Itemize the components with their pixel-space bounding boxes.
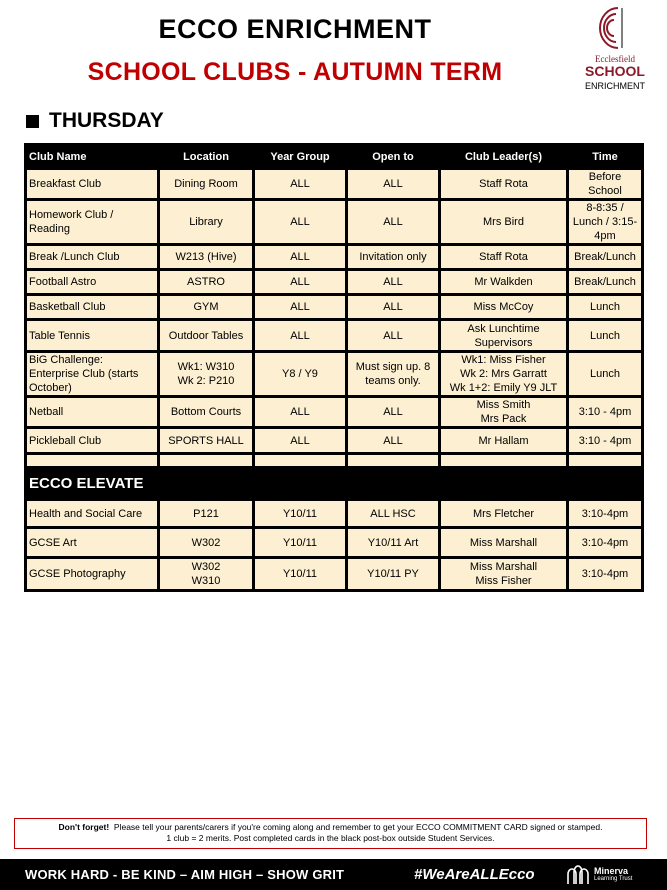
- day-heading: [26, 108, 164, 134]
- logo-line1: Ecclesfield: [595, 54, 635, 64]
- cell-open: ALL: [347, 397, 440, 428]
- cell-name: Homework Club / Reading: [26, 200, 159, 245]
- notice-line1: Please tell your parents/carers if you're coming along and remember to get your ECCO COMMITMENT CARD signed or stamped.: [113, 822, 603, 832]
- cell-leader: Miss Smith Mrs Pack: [440, 397, 568, 428]
- table-row: [26, 558, 643, 591]
- footer-motto: WORK HARD - BE KIND – AIM HIGH – SHOW GRIT: [25, 867, 345, 882]
- cell-name: Football Astro: [26, 270, 159, 295]
- logo-line2: SCHOOL: [585, 63, 645, 79]
- page-subtitle: SCHOOL CLUBS - AUTUMN TERM: [87, 58, 503, 86]
- school-logo: [574, 4, 656, 96]
- cell-leader: Mr Walkden: [440, 270, 568, 295]
- cell-open: Y10/11 PY: [347, 558, 440, 591]
- trust-name: Minerva: [594, 866, 629, 876]
- cell-time: Lunch: [568, 295, 643, 320]
- cell-name: Pickleball Club: [26, 428, 159, 454]
- cell-leader: Ask Lunchtime Supervisors: [440, 320, 568, 352]
- section-row: [26, 468, 643, 500]
- cell-open: Y10/11 Art: [347, 528, 440, 558]
- table-row: [26, 528, 643, 558]
- cell-time: Break/Lunch: [568, 245, 643, 270]
- table-row: [26, 270, 643, 295]
- column-header: Club Name: [26, 145, 159, 169]
- cell-time: [568, 454, 643, 468]
- cell-time: 8-8:35 / Lunch / 3:15-4pm: [568, 200, 643, 245]
- cell-location: SPORTS HALL: [159, 428, 254, 454]
- trust-logo: [566, 864, 658, 886]
- notice-lead: Don't forget!: [58, 822, 110, 832]
- reminder-notice: [14, 818, 647, 849]
- table-header-row: [26, 145, 643, 169]
- cell-name: Table Tennis: [26, 320, 159, 352]
- cell-open: ALL: [347, 169, 440, 200]
- column-header: Time: [568, 145, 643, 169]
- arcs-logo-icon: [596, 4, 634, 52]
- cell-time: Lunch: [568, 352, 643, 397]
- footer-hashtag: #WeAreALLEcco: [414, 866, 535, 883]
- cell-leader: Miss Marshall: [440, 528, 568, 558]
- cell-name: Break /Lunch Club: [26, 245, 159, 270]
- column-header: Open to: [347, 145, 440, 169]
- cell-time: Break/Lunch: [568, 270, 643, 295]
- cell-time: 3:10 - 4pm: [568, 397, 643, 428]
- cell-location: P121: [159, 500, 254, 528]
- minerva-arches-icon: [566, 864, 590, 886]
- cell-leader: Mr Hallam: [440, 428, 568, 454]
- cell-name: GCSE Art: [26, 528, 159, 558]
- cell-location: Library: [159, 200, 254, 245]
- cell-year: Y10/11: [254, 558, 347, 591]
- table-row: [26, 454, 643, 468]
- cell-open: Invitation only: [347, 245, 440, 270]
- cell-time: 3:10-4pm: [568, 500, 643, 528]
- cell-location: W213 (Hive): [159, 245, 254, 270]
- cell-year: ALL: [254, 245, 347, 270]
- cell-leader: [440, 454, 568, 468]
- cell-leader: Miss McCoy: [440, 295, 568, 320]
- cell-time: 3:10 - 4pm: [568, 428, 643, 454]
- cell-name: BiG Challenge: Enterprise Club (starts October): [26, 352, 159, 397]
- table-row: [26, 352, 643, 397]
- cell-year: ALL: [254, 320, 347, 352]
- cell-leader: Staff Rota: [440, 169, 568, 200]
- day-label: THURSDAY: [49, 109, 164, 132]
- cell-location: W302 W310: [159, 558, 254, 591]
- cell-leader: Staff Rota: [440, 245, 568, 270]
- table-row: [26, 428, 643, 454]
- cell-open: ALL HSC: [347, 500, 440, 528]
- cell-location: GYM: [159, 295, 254, 320]
- cell-year: Y10/11: [254, 500, 347, 528]
- table-row: [26, 200, 643, 245]
- cell-location: Wk1: W310 Wk 2: P210: [159, 352, 254, 397]
- notice-line2: 1 club = 2 merits. Post completed cards in the black post-box outside Student Services.: [166, 833, 495, 843]
- table-row: [26, 397, 643, 428]
- column-header: Club Leader(s): [440, 145, 568, 169]
- cell-year: [254, 454, 347, 468]
- cell-year: ALL: [254, 428, 347, 454]
- cell-year: ALL: [254, 169, 347, 200]
- square-bullet-icon: [26, 115, 39, 128]
- cell-location: Dining Room: [159, 169, 254, 200]
- section-title: ECCO ELEVATE: [26, 468, 643, 500]
- clubs-table: [24, 143, 644, 592]
- cell-name: Breakfast Club: [26, 169, 159, 200]
- column-header: Year Group: [254, 145, 347, 169]
- cell-name: Netball: [26, 397, 159, 428]
- cell-name: Health and Social Care: [26, 500, 159, 528]
- cell-location: Outdoor Tables: [159, 320, 254, 352]
- cell-leader: Mrs Fletcher: [440, 500, 568, 528]
- cell-open: ALL: [347, 200, 440, 245]
- table-row: [26, 295, 643, 320]
- cell-year: ALL: [254, 270, 347, 295]
- cell-open: ALL: [347, 270, 440, 295]
- cell-open: Must sign up. 8 teams only.: [347, 352, 440, 397]
- cell-time: Lunch: [568, 320, 643, 352]
- cell-year: ALL: [254, 397, 347, 428]
- cell-time: Before School: [568, 169, 643, 200]
- cell-location: [159, 454, 254, 468]
- cell-location: ASTRO: [159, 270, 254, 295]
- table-row: [26, 320, 643, 352]
- cell-year: Y8 / Y9: [254, 352, 347, 397]
- cell-name: [26, 454, 159, 468]
- table-row: [26, 169, 643, 200]
- cell-time: 3:10-4pm: [568, 558, 643, 591]
- cell-location: W302: [159, 528, 254, 558]
- cell-time: 3:10-4pm: [568, 528, 643, 558]
- cell-year: ALL: [254, 200, 347, 245]
- footer-bar: [0, 859, 667, 890]
- cell-year: Y10/11: [254, 528, 347, 558]
- column-header: Location: [159, 145, 254, 169]
- cell-leader: Wk1: Miss Fisher Wk 2: Mrs Garratt Wk 1+2: Emily Y9 JLT: [440, 352, 568, 397]
- logo-line3: ENRICHMENT: [585, 81, 645, 91]
- cell-open: ALL: [347, 295, 440, 320]
- cell-name: GCSE Photography: [26, 558, 159, 591]
- cell-location: Bottom Courts: [159, 397, 254, 428]
- cell-name: Basketball Club: [26, 295, 159, 320]
- page-title: ECCO ENRICHMENT: [158, 14, 432, 44]
- table-row: [26, 500, 643, 528]
- cell-leader: Miss Marshall Miss Fisher: [440, 558, 568, 591]
- cell-open: ALL: [347, 320, 440, 352]
- cell-open: ALL: [347, 428, 440, 454]
- cell-leader: Mrs Bird: [440, 200, 568, 245]
- cell-year: ALL: [254, 295, 347, 320]
- cell-open: [347, 454, 440, 468]
- trust-sub: Learning Trust: [594, 876, 633, 882]
- table-row: [26, 245, 643, 270]
